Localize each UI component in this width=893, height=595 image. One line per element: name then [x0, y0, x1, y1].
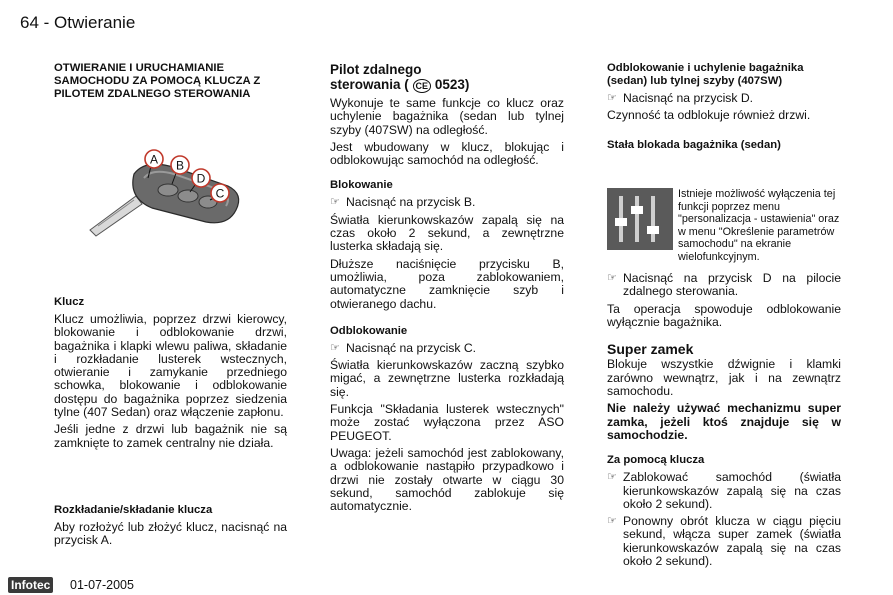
ce-mark-icon: CE [413, 79, 432, 93]
pilot-heading-part-b: 0523) [434, 77, 470, 92]
column-1-bottom [54, 504, 287, 552]
klucz-paragraph-1: Klucz umożliwia, poprzez drzwi kierowcy, blokowanie i odblokowanie drzwi, bagażnika i klapki wlewu paliwa, składanie i rozkładanie lusterek wstecznych, otwieranie i zamykanie przedniego schowka, blokowanie i odblokowanie dostępu do bagażnika poprzez siedzenia tylne (407 Sedan) oraz włączenie zapłonu. [54, 312, 287, 420]
col3-bullet-2 [607, 272, 841, 299]
col3-bullet-3-text: Zablokować samochód (światła kierunkowskazów zapalą się na czas około 2 sekund). [623, 470, 841, 511]
key-label-a [145, 150, 163, 168]
pilot-heading [330, 62, 564, 93]
column-1 [54, 62, 287, 105]
column-3 [607, 62, 841, 156]
infotec-badge: Infotec [8, 577, 53, 593]
pointing-hand-icon: ☞ [607, 471, 617, 484]
svg-text:B: B [175, 158, 185, 173]
blokowanie-paragraph-2: Dłuższe naciśnięcie przycisku B, umożliwia, poza zablokowaniem, automatyczne zamknięcie szyb i otwieranego dachu. [330, 256, 564, 311]
pointing-hand-icon: ☞ [607, 92, 617, 104]
footer-date: 01-07-2005 [70, 578, 134, 592]
pilot-paragraph-2: Jest wbudowany w klucz, blokując i odblokowując samochód na odległość. [330, 139, 564, 168]
pilot-paragraph-1: Wykonuje te same funkcje co klucz oraz uchylenie bagażnika (sedan lub tylnej szyby (407SW) na odległość. [330, 96, 564, 137]
odblokowanie-heading: Odblokowanie [330, 324, 408, 337]
column-3-lower [607, 272, 841, 572]
super-zamek-heading: Super zamek [607, 341, 694, 358]
col3-paragraph-3: Blokuje wszystkie dźwignie i klamki zarówno wewnątrz, jak i na zewnątrz samochodu. [607, 357, 841, 399]
svg-text:A: A [149, 152, 159, 167]
svg-text:D: D [196, 171, 206, 186]
klucz-paragraph-2: Jeśli jedne z drzwi lub bagażnik nie są zamknięte to zamek centralny nie działa. [54, 422, 287, 450]
key-label-b [171, 156, 189, 174]
key-label-c [211, 184, 229, 202]
settings-sliders-icon [607, 188, 673, 250]
odblokowanie-bagaznika-heading: Odblokowanie i uchylenie bagażnika (sedan) lub tylnej szyby (407SW) [607, 62, 804, 87]
klucz-heading: Klucz [54, 296, 85, 308]
column-1-text [54, 296, 287, 454]
page-title: 64 - Otwieranie [20, 13, 136, 32]
stala-blokada-heading: Stała blokada bagażnika (sedan) [607, 138, 781, 151]
pointing-hand-icon: ☞ [607, 515, 617, 528]
pilot-heading-line-1: Pilot zdalnego [330, 62, 422, 77]
pointing-hand-icon: ☞ [607, 272, 617, 284]
pilot-heading-line-2 [330, 77, 564, 93]
key-label-d [192, 169, 210, 187]
rozkladanie-heading: Rozkładanie/składanie klucza [54, 504, 213, 516]
blokowanie-bullet-text: Nacisnąć na przycisk B. [346, 195, 476, 210]
section-heading: OTWIERANIE I URUCHAMIANIE SAMOCHODU ZA POMOCĄ KLUCZA Z PILOTEM ZDALNEGO STEROWANIA [54, 62, 261, 100]
rozkladanie-paragraph: Aby rozłożyć lub złożyć klucz, nacisnąć na przycisk A. [54, 520, 287, 548]
odblokowanie-bullet [330, 342, 564, 355]
col3-bullet-4-text: Ponowny obrót klucza w ciągu pięciu sekund, włącza super zamek (światła kierunkowskazów zapalą się na czas około 2 sekund). [623, 514, 841, 569]
col3-bullet-1-text: Nacisnąć na przycisk D. [623, 91, 754, 105]
odblokowanie-paragraph-2: Funkcja "Składania lusterek wstecznych" może zostać wyłączona przez ASO PEUGEOT. [330, 402, 564, 443]
blokowanie-paragraph-1: Światła kierunkowskazów zapalą się na czas około 2 sekund, a zewnętrzne lusterka składają się. [330, 212, 564, 254]
col3-warning: Nie należy używać mechanizmu super zamka, jeżeli ktoś znajduje się w samochodzie. [607, 401, 841, 442]
odblokowanie-bullet-text: Nacisnąć na przycisk C. [346, 340, 477, 355]
side-note: Istnieje możliwość wyłączenia tej funkcji poprzez menu "personalizacja - ustawienia" oraz w menu "Określenie parametrów samochodu" na ekranie wielofunkcyjnym. [678, 188, 840, 263]
za-pomoca-klucza-heading: Za pomocą klucza [607, 454, 705, 467]
odblokowanie-paragraph-3: Uwaga: jeżeli samochód jest zablokowany, a odblokowanie nastąpiło przypadkowo i drzwi nie zostały otwarte w ciągu 30 sekund, samochód zablokuje się automatycznie. [330, 445, 564, 514]
pointing-hand-icon: ☞ [330, 341, 340, 354]
col3-paragraph-1: Czynność ta odblokuje również drzwi. [607, 108, 811, 123]
blokowanie-heading: Blokowanie [330, 179, 393, 192]
col3-bullet-1 [607, 92, 841, 105]
col3-bullet-2-text: Nacisnąć na przycisk D na pilocie zdalnego sterowania. [623, 271, 841, 299]
column-2 [330, 62, 564, 517]
key-illustration [86, 138, 246, 238]
col3-bullet-4 [607, 515, 841, 568]
col3-bullet-3 [607, 471, 841, 511]
svg-text:C: C [215, 186, 225, 201]
pilot-heading-part-a: sterowania ( [330, 77, 409, 92]
pointing-hand-icon: ☞ [330, 196, 340, 209]
odblokowanie-paragraph-1: Światła kierunkowskazów zaczną szybko migać, a zewnętrzne lusterka rozkładają się. [330, 358, 564, 399]
blokowanie-bullet [330, 196, 564, 209]
col3-paragraph-2: Ta operacja spowoduje odblokowanie wyłącznie bagażnika. [607, 301, 841, 329]
